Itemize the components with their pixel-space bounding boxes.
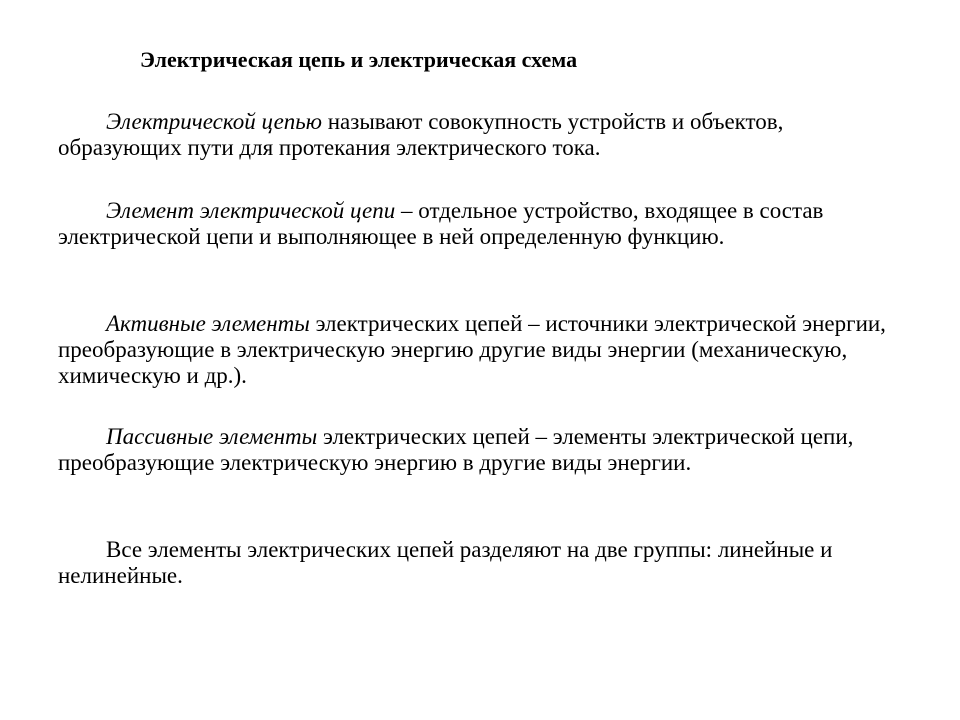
paragraph-element-groups <box>58 537 908 589</box>
definition-active-elements: электрических цепей – источники электрической энергии, преобразующие в электрическую энергию другие виды энергии (механическую, химическую и др.). <box>58 311 886 388</box>
definition-passive-elements: электрических цепей – элементы электрической цепи, преобразующие электрическую энергию в другие виды энергии. <box>58 424 854 475</box>
paragraph-circuit-element <box>58 198 908 250</box>
definition-circuit-element: – отдельное устройство, входящее в состав электрической цепи и выполняющее в ней определенную функцию. <box>58 198 824 249</box>
definition-electric-circuit: называют совокупность устройств и объектов, образующих пути для протекания электрического тока. <box>58 109 784 160</box>
paragraph-electric-circuit <box>58 109 908 161</box>
term-circuit-element: Элемент электрической цепи <box>106 198 396 223</box>
slide-title: Электрическая цепь и электрическая схема <box>140 47 578 72</box>
term-passive-elements: Пассивные элементы <box>106 424 318 449</box>
paragraph-active-elements <box>58 311 908 389</box>
term-active-elements: Активные элементы <box>106 311 310 336</box>
term-electric-circuit: Электрической цепью <box>106 109 322 134</box>
paragraph-passive-elements <box>58 424 908 476</box>
text-element-groups: Все элементы электрических цепей разделяют на две группы: линейные и нелинейные. <box>58 537 833 588</box>
